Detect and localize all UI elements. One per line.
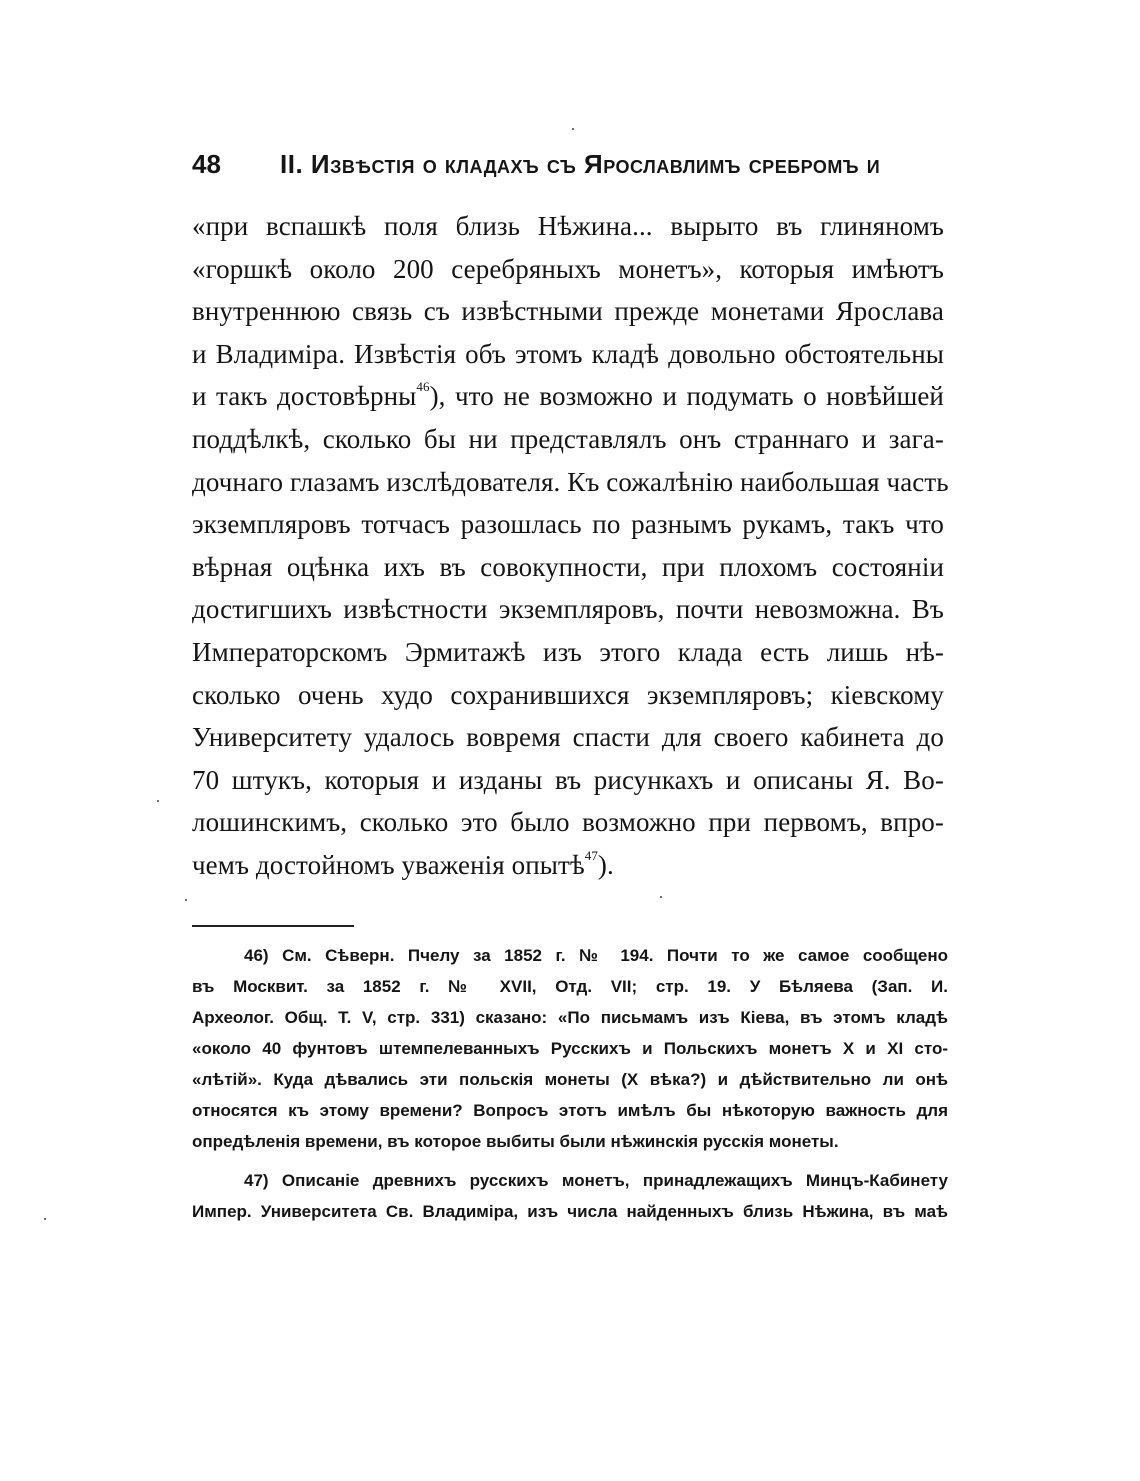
text-line <box>192 844 944 887</box>
footnote-46-line: 46) См. Сѣверн. Пчелу за 1852 г. № 194. Почти то же самое сообщено <box>244 946 948 965</box>
page-number: 48 <box>192 149 221 179</box>
text-fragment: и такъ достовѣрны <box>192 381 417 412</box>
scan-speck <box>44 1218 46 1220</box>
footnote-ref-46: 46 <box>416 379 430 395</box>
text-line: дочнаго глазамъ изслѣдователя. Къ сожалѣнію наибольшая часть <box>192 466 949 497</box>
text-line: внутреннюю связь съ извѣстными прежде монетами Ярослава <box>192 296 944 327</box>
running-title: II. Извѣстія о кладахъ съ Ярославлимъ сребромъ и <box>280 149 881 179</box>
footnote-47-line: Импер. Университета Св. Владиміра, изъ числа найденныхъ близь Нѣжина, въ маѣ <box>192 1202 948 1221</box>
text-fragment: ), что не возможно и подумать о новѣйшей <box>429 381 944 412</box>
footnote-46-line: «около 40 фунтовъ штемпелеванныхъ Русскихъ и Польскихъ монетъ X и XI сто- <box>192 1039 948 1058</box>
text-line: сколько очень худо сохранившихся экземпляровъ; кіевскому <box>192 679 944 710</box>
scan-speck <box>660 896 662 898</box>
text-line: Университету удалось вовремя спасти для своего кабинета до <box>192 722 944 753</box>
footnote-gap <box>192 1157 948 1165</box>
text-line: достигшихъ извѣстности экземпляровъ, почти невозможна. Въ <box>192 594 944 625</box>
text-fragment: чемъ достойномъ уваженія опытѣ <box>192 849 585 880</box>
footnote-46-line: опредѣленія времени, въ которое выбиты были нѣжинскія русскія монеты. <box>192 1132 839 1151</box>
footnote-46-line: въ Москвит. за 1852 г. № XVII, Отд. VII; стр. 19. У Бѣляева (Зап. И. <box>192 977 948 996</box>
scan-speck <box>185 899 187 901</box>
text-line: Императорскомъ Эрмитажѣ изъ этого клада есть лишь нѣ- <box>192 636 944 667</box>
footnotes <box>192 940 948 1227</box>
scan-speck <box>572 128 574 130</box>
text-line: экземпляровъ тотчасъ разошлась по разнымъ рукамъ, такъ что <box>192 509 944 540</box>
main-text <box>192 205 949 887</box>
footnote-46-line: относятся къ этому времени? Вопросъ этотъ имѣлъ бы нѣкоторую важность для <box>192 1101 948 1120</box>
footnote-46-line: «лѣтій». Куда дѣвались эти польскія монеты (X вѣка?) и дѣйствительно ли онѣ <box>192 1070 948 1089</box>
text-fragment: ). <box>597 849 614 880</box>
text-line: «горшкѣ около 200 серебряныхъ монетъ», которыя имѣютъ <box>192 253 944 284</box>
footnote-separator <box>192 925 354 927</box>
text-line: и Владиміра. Извѣстія объ этомъ кладѣ довольно обстоятельны <box>192 338 944 369</box>
text-line: «при вспашкѣ поля близь Нѣжина... вырыто въ глиняномъ <box>192 211 944 241</box>
page-header <box>192 144 952 184</box>
text-line: 70 штукъ, которыя и изданы въ рисункахъ и описаны Я. Во- <box>192 764 944 795</box>
footnote-47-line: 47) Описаніе древнихъ русскихъ монетъ, принадлежащихъ Минцъ-Кабинету <box>244 1171 948 1190</box>
footnote-ref-47: 47 <box>584 847 598 863</box>
text-line: вѣрная оцѣнка ихъ въ совокупности, при плохомъ состояніи <box>192 551 944 582</box>
text-line: поддѣлкѣ, сколько бы ни представлялъ онъ страннаго и зага- <box>192 423 944 454</box>
text-line <box>192 375 944 418</box>
text-line: лошинскимъ, сколько это было возможно при первомъ, впро- <box>192 807 944 838</box>
scan-speck <box>157 800 159 802</box>
footnote-46-line: Археолог. Общ. Т. V, стр. 331) сказано: «По письмамъ изъ Кіева, въ этомъ кладѣ <box>192 1008 948 1027</box>
